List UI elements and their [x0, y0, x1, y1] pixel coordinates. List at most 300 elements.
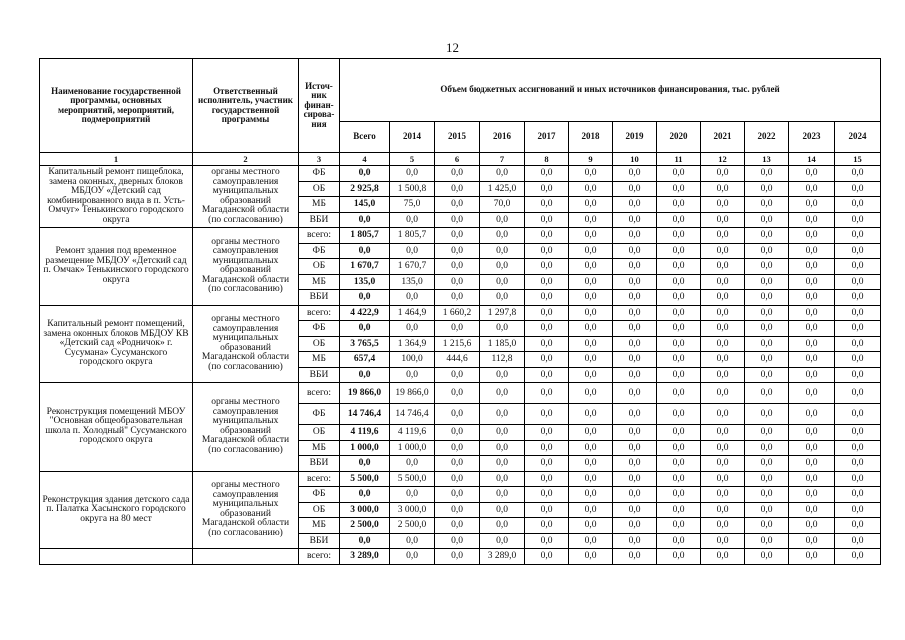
column-number: 13 — [745, 153, 789, 166]
year-cell: 0,0 — [835, 181, 881, 197]
year-cell: 0,0 — [789, 321, 835, 337]
header-year: 2018 — [569, 122, 613, 153]
year-cell: 0,0 — [613, 166, 657, 182]
year-cell: 0,0 — [569, 259, 613, 275]
year-cell: 0,0 — [525, 259, 569, 275]
year-cell: 0,0 — [435, 456, 480, 472]
year-cell: 0,0 — [569, 471, 613, 487]
year-cell: 0,0 — [435, 518, 480, 534]
year-cell: 0,0 — [569, 440, 613, 456]
year-cell: 0,0 — [657, 471, 701, 487]
year-cell: 0,0 — [480, 321, 525, 337]
year-cell: 0,0 — [701, 181, 745, 197]
year-cell: 0,0 — [657, 502, 701, 518]
year-cell: 0,0 — [745, 212, 789, 228]
year-cell: 0,0 — [701, 487, 745, 503]
year-cell: 0,0 — [569, 321, 613, 337]
column-number: 9 — [569, 153, 613, 166]
year-cell: 0,0 — [569, 533, 613, 549]
year-cell: 3 289,0 — [480, 549, 525, 565]
table-row — [40, 549, 881, 565]
year-cell: 0,0 — [701, 404, 745, 425]
year-cell: 0,0 — [435, 440, 480, 456]
year-cell: 0,0 — [745, 274, 789, 290]
funding-source: ОБ — [299, 259, 340, 275]
year-cell: 0,0 — [835, 367, 881, 383]
total-cell: 0,0 — [340, 290, 390, 306]
funding-source: всего: — [299, 305, 340, 321]
year-cell: 0,0 — [613, 305, 657, 321]
year-cell: 0,0 — [657, 212, 701, 228]
year-cell: 0,0 — [480, 259, 525, 275]
total-cell: 14 746,4 — [340, 404, 390, 425]
header-executor: Ответственный исполнитель, участник государственной программы — [193, 59, 299, 153]
year-cell: 0,0 — [657, 425, 701, 441]
year-cell: 0,0 — [613, 425, 657, 441]
year-cell: 0,0 — [480, 166, 525, 182]
total-cell: 5 500,0 — [340, 471, 390, 487]
year-cell: 0,0 — [789, 352, 835, 368]
year-cell: 444,6 — [435, 352, 480, 368]
year-cell: 0,0 — [480, 274, 525, 290]
year-cell: 0,0 — [745, 383, 789, 404]
year-cell: 0,0 — [701, 259, 745, 275]
year-cell: 0,0 — [657, 305, 701, 321]
year-cell: 0,0 — [480, 212, 525, 228]
year-cell: 0,0 — [569, 352, 613, 368]
year-cell: 0,0 — [435, 212, 480, 228]
funding-source: ФБ — [299, 166, 340, 182]
total-cell: 4 119,6 — [340, 425, 390, 441]
funding-source: ОБ — [299, 502, 340, 518]
header-volume: Объем бюджетных ассигнований и иных источников финансирования, тыс. рублей — [340, 59, 881, 122]
total-cell: 0,0 — [340, 487, 390, 503]
year-cell: 0,0 — [435, 533, 480, 549]
year-cell: 0,0 — [835, 518, 881, 534]
year-cell: 112,8 — [480, 352, 525, 368]
year-cell: 0,0 — [657, 383, 701, 404]
year-cell: 0,0 — [613, 228, 657, 244]
funding-source: МБ — [299, 518, 340, 534]
year-cell: 0,0 — [789, 549, 835, 565]
header-name: Наименование государственной программы, основных мероприятий, мероприятий, подмероприятий — [40, 59, 193, 153]
year-cell: 0,0 — [745, 290, 789, 306]
total-cell: 3 289,0 — [340, 549, 390, 565]
year-cell: 0,0 — [701, 274, 745, 290]
year-cell: 0,0 — [835, 197, 881, 213]
year-cell: 0,0 — [701, 533, 745, 549]
year-cell: 0,0 — [569, 305, 613, 321]
year-cell: 0,0 — [835, 471, 881, 487]
year-cell: 0,0 — [745, 456, 789, 472]
header-year: 2024 — [835, 122, 881, 153]
year-cell: 0,0 — [480, 404, 525, 425]
funding-source: всего: — [299, 383, 340, 404]
total-cell: 19 866,0 — [340, 383, 390, 404]
header-year: 2016 — [480, 122, 525, 153]
year-cell: 0,0 — [390, 243, 435, 259]
year-cell: 0,0 — [435, 487, 480, 503]
year-cell: 1 670,7 — [390, 259, 435, 275]
year-cell: 0,0 — [789, 404, 835, 425]
column-number: 14 — [789, 153, 835, 166]
funding-source: ОБ — [299, 425, 340, 441]
header-year: 2014 — [390, 122, 435, 153]
table-row — [40, 166, 881, 182]
column-number: 12 — [701, 153, 745, 166]
year-cell: 0,0 — [480, 290, 525, 306]
year-cell: 0,0 — [480, 440, 525, 456]
year-cell: 1 425,0 — [480, 181, 525, 197]
column-number: 6 — [435, 153, 480, 166]
year-cell: 0,0 — [569, 518, 613, 534]
year-cell: 0,0 — [525, 228, 569, 244]
year-cell: 0,0 — [435, 383, 480, 404]
year-cell: 0,0 — [613, 290, 657, 306]
activity-name: Реконструкция помещений МБОУ "Основная общеобразовательная школа п. Холодный" Сусуманского городского округа — [40, 383, 193, 472]
table-row — [40, 228, 881, 244]
year-cell: 0,0 — [835, 305, 881, 321]
year-cell: 135,0 — [390, 274, 435, 290]
year-cell: 0,0 — [835, 487, 881, 503]
year-cell: 0,0 — [745, 487, 789, 503]
year-cell: 0,0 — [789, 228, 835, 244]
total-cell: 0,0 — [340, 321, 390, 337]
year-cell: 100,0 — [390, 352, 435, 368]
budget-table — [39, 58, 881, 565]
year-cell: 0,0 — [390, 533, 435, 549]
year-cell: 0,0 — [657, 274, 701, 290]
year-cell: 0,0 — [390, 212, 435, 228]
year-cell: 0,0 — [701, 166, 745, 182]
year-cell: 0,0 — [701, 383, 745, 404]
year-cell: 0,0 — [701, 321, 745, 337]
total-cell: 0,0 — [340, 243, 390, 259]
activity-name: Ремонт здания под временное размещение МБДОУ «Детский сад п. Омчак» Тенькинского городского округа — [40, 228, 193, 306]
funding-source: ОБ — [299, 336, 340, 352]
year-cell: 0,0 — [745, 197, 789, 213]
year-cell: 0,0 — [835, 383, 881, 404]
year-cell: 3 000,0 — [390, 502, 435, 518]
year-cell: 0,0 — [525, 212, 569, 228]
header-year: 2020 — [657, 122, 701, 153]
year-cell: 0,0 — [657, 518, 701, 534]
year-cell: 0,0 — [525, 383, 569, 404]
year-cell: 0,0 — [701, 243, 745, 259]
executor: органы местного самоуправления муниципальных образований Магаданской области (по согласованию) — [193, 471, 299, 549]
year-cell: 0,0 — [435, 243, 480, 259]
year-cell: 0,0 — [745, 549, 789, 565]
funding-source: всего: — [299, 549, 340, 565]
year-cell: 0,0 — [569, 212, 613, 228]
activity-name: Капитальный ремонт помещений, замена оконных блоков МБДОУ КВ «Детский сад «Родничок» г. Сусумана» Сусуманского городского округа — [40, 305, 193, 383]
year-cell: 14 746,4 — [390, 404, 435, 425]
year-cell: 0,0 — [657, 321, 701, 337]
header-year: 2017 — [525, 122, 569, 153]
header-year: 2019 — [613, 122, 657, 153]
funding-source: ФБ — [299, 487, 340, 503]
year-cell: 0,0 — [569, 181, 613, 197]
year-cell: 0,0 — [835, 290, 881, 306]
year-cell: 75,0 — [390, 197, 435, 213]
year-cell: 0,0 — [789, 502, 835, 518]
activity-name — [40, 549, 193, 565]
year-cell: 0,0 — [480, 425, 525, 441]
year-cell: 0,0 — [613, 440, 657, 456]
year-cell: 19 866,0 — [390, 383, 435, 404]
funding-source: ВБИ — [299, 212, 340, 228]
column-number: 3 — [299, 153, 340, 166]
year-cell: 0,0 — [657, 243, 701, 259]
funding-source: МБ — [299, 197, 340, 213]
year-cell: 0,0 — [835, 440, 881, 456]
year-cell: 0,0 — [569, 166, 613, 182]
total-cell: 657,4 — [340, 352, 390, 368]
funding-source: МБ — [299, 352, 340, 368]
year-cell: 0,0 — [525, 549, 569, 565]
year-cell: 0,0 — [390, 367, 435, 383]
year-cell: 0,0 — [480, 228, 525, 244]
year-cell: 0,0 — [657, 487, 701, 503]
year-cell: 0,0 — [525, 274, 569, 290]
year-cell: 0,0 — [745, 259, 789, 275]
year-cell: 0,0 — [480, 243, 525, 259]
column-number: 7 — [480, 153, 525, 166]
year-cell: 0,0 — [613, 471, 657, 487]
year-cell: 0,0 — [745, 518, 789, 534]
year-cell: 0,0 — [701, 471, 745, 487]
year-cell: 0,0 — [390, 321, 435, 337]
year-cell: 1 805,7 — [390, 228, 435, 244]
year-cell: 0,0 — [745, 440, 789, 456]
year-cell: 0,0 — [701, 197, 745, 213]
funding-source: ФБ — [299, 404, 340, 425]
executor — [193, 549, 299, 565]
year-cell: 0,0 — [569, 290, 613, 306]
year-cell: 0,0 — [657, 259, 701, 275]
year-cell: 0,0 — [701, 456, 745, 472]
year-cell: 0,0 — [701, 367, 745, 383]
year-cell: 2 500,0 — [390, 518, 435, 534]
year-cell: 0,0 — [789, 383, 835, 404]
year-cell: 0,0 — [745, 305, 789, 321]
year-cell: 0,0 — [745, 336, 789, 352]
year-cell: 0,0 — [613, 212, 657, 228]
total-cell: 0,0 — [340, 533, 390, 549]
year-cell: 1 297,8 — [480, 305, 525, 321]
year-cell: 0,0 — [569, 197, 613, 213]
year-cell: 0,0 — [480, 456, 525, 472]
year-cell: 0,0 — [745, 181, 789, 197]
year-cell: 0,0 — [789, 367, 835, 383]
year-cell: 0,0 — [390, 290, 435, 306]
year-cell: 0,0 — [789, 456, 835, 472]
page-number: 12 — [446, 40, 459, 55]
header-year: 2023 — [789, 122, 835, 153]
total-cell: 145,0 — [340, 197, 390, 213]
funding-source: МБ — [299, 440, 340, 456]
year-cell: 0,0 — [835, 321, 881, 337]
year-cell: 0,0 — [435, 549, 480, 565]
year-cell: 0,0 — [613, 487, 657, 503]
year-cell: 0,0 — [835, 212, 881, 228]
year-cell: 0,0 — [525, 290, 569, 306]
year-cell: 0,0 — [835, 404, 881, 425]
year-cell: 1 215,6 — [435, 336, 480, 352]
funding-source: ФБ — [299, 243, 340, 259]
year-cell: 0,0 — [701, 212, 745, 228]
year-cell: 0,0 — [657, 440, 701, 456]
year-cell: 0,0 — [390, 166, 435, 182]
year-cell: 0,0 — [525, 166, 569, 182]
year-cell: 0,0 — [789, 197, 835, 213]
total-cell: 135,0 — [340, 274, 390, 290]
funding-source: ФБ — [299, 321, 340, 337]
year-cell: 0,0 — [745, 404, 789, 425]
year-cell: 1 000,0 — [390, 440, 435, 456]
year-cell: 0,0 — [569, 404, 613, 425]
funding-source: ВБИ — [299, 290, 340, 306]
total-cell: 1 805,7 — [340, 228, 390, 244]
column-number: 2 — [193, 153, 299, 166]
year-cell: 0,0 — [657, 404, 701, 425]
year-cell: 0,0 — [745, 367, 789, 383]
year-cell: 0,0 — [435, 321, 480, 337]
header-row — [40, 59, 881, 122]
year-cell: 0,0 — [613, 456, 657, 472]
column-number: 10 — [613, 153, 657, 166]
year-cell: 0,0 — [435, 197, 480, 213]
year-cell: 0,0 — [435, 367, 480, 383]
year-cell: 0,0 — [613, 533, 657, 549]
year-cell: 0,0 — [480, 383, 525, 404]
year-cell: 0,0 — [789, 440, 835, 456]
table-row — [40, 305, 881, 321]
year-cell: 0,0 — [435, 166, 480, 182]
year-cell: 0,0 — [835, 425, 881, 441]
year-cell: 0,0 — [789, 181, 835, 197]
year-cell: 0,0 — [745, 243, 789, 259]
year-cell: 0,0 — [480, 502, 525, 518]
year-cell: 0,0 — [835, 352, 881, 368]
executor: органы местного самоуправления муниципальных образований Магаданской области (по согласованию) — [193, 305, 299, 383]
year-cell: 0,0 — [569, 336, 613, 352]
column-number: 5 — [390, 153, 435, 166]
year-cell: 0,0 — [789, 487, 835, 503]
year-cell: 0,0 — [435, 502, 480, 518]
column-number: 8 — [525, 153, 569, 166]
year-cell: 0,0 — [835, 228, 881, 244]
year-cell: 0,0 — [569, 487, 613, 503]
year-cell: 0,0 — [525, 404, 569, 425]
year-cell: 0,0 — [701, 290, 745, 306]
year-cell: 0,0 — [480, 533, 525, 549]
year-cell: 0,0 — [525, 425, 569, 441]
year-cell: 0,0 — [435, 404, 480, 425]
year-cell: 0,0 — [789, 290, 835, 306]
year-cell: 0,0 — [613, 352, 657, 368]
year-cell: 0,0 — [745, 166, 789, 182]
total-cell: 1 000,0 — [340, 440, 390, 456]
year-cell: 0,0 — [569, 502, 613, 518]
year-cell: 1 364,9 — [390, 336, 435, 352]
year-cell: 0,0 — [745, 352, 789, 368]
year-cell: 0,0 — [525, 440, 569, 456]
total-cell: 3 000,0 — [340, 502, 390, 518]
year-cell: 0,0 — [525, 321, 569, 337]
year-cell: 0,0 — [613, 274, 657, 290]
year-cell: 0,0 — [390, 487, 435, 503]
funding-source: всего: — [299, 471, 340, 487]
year-cell: 0,0 — [525, 367, 569, 383]
total-cell: 2 500,0 — [340, 518, 390, 534]
year-cell: 0,0 — [657, 290, 701, 306]
header-year: 2015 — [435, 122, 480, 153]
year-cell: 0,0 — [745, 425, 789, 441]
year-cell: 0,0 — [745, 502, 789, 518]
year-cell: 0,0 — [789, 471, 835, 487]
year-cell: 0,0 — [701, 549, 745, 565]
year-cell: 0,0 — [613, 367, 657, 383]
total-cell: 0,0 — [340, 166, 390, 182]
year-cell: 0,0 — [835, 259, 881, 275]
executor: органы местного самоуправления муниципальных образований Магаданской области (по согласованию) — [193, 228, 299, 306]
column-numbers-row — [40, 153, 881, 166]
year-cell: 0,0 — [525, 471, 569, 487]
year-cell: 0,0 — [835, 502, 881, 518]
year-cell: 0,0 — [657, 456, 701, 472]
year-cell: 0,0 — [789, 243, 835, 259]
header-source: Источ-ник финан-сирова-ния — [299, 59, 340, 153]
year-cell: 0,0 — [701, 502, 745, 518]
total-cell: 2 925,8 — [340, 181, 390, 197]
funding-source: всего: — [299, 228, 340, 244]
year-cell: 0,0 — [613, 383, 657, 404]
year-cell: 0,0 — [480, 487, 525, 503]
year-cell: 0,0 — [525, 502, 569, 518]
year-cell: 0,0 — [525, 456, 569, 472]
year-cell: 0,0 — [701, 336, 745, 352]
year-cell: 0,0 — [480, 471, 525, 487]
year-cell: 0,0 — [613, 549, 657, 565]
year-cell: 0,0 — [657, 533, 701, 549]
header-total: Всего — [340, 122, 390, 153]
activity-name: Капитальный ремонт пищеблока, замена оконных, дверных блоков МБДОУ «Детский сад комбинированного вида в п. Усть-Омчуг» Тенькинского городского округа — [40, 166, 193, 228]
year-cell: 0,0 — [525, 518, 569, 534]
year-cell: 0,0 — [789, 336, 835, 352]
year-cell: 0,0 — [435, 471, 480, 487]
year-cell: 0,0 — [435, 259, 480, 275]
table-row — [40, 471, 881, 487]
year-cell: 0,0 — [569, 456, 613, 472]
year-cell: 0,0 — [480, 367, 525, 383]
year-cell: 0,0 — [701, 518, 745, 534]
column-number: 4 — [340, 153, 390, 166]
year-cell: 0,0 — [569, 425, 613, 441]
year-cell: 0,0 — [835, 336, 881, 352]
year-cell: 0,0 — [789, 305, 835, 321]
total-cell: 1 670,7 — [340, 259, 390, 275]
column-number: 1 — [40, 153, 193, 166]
year-cell: 0,0 — [525, 305, 569, 321]
year-cell: 0,0 — [657, 352, 701, 368]
year-cell: 0,0 — [613, 321, 657, 337]
year-cell: 0,0 — [569, 274, 613, 290]
year-cell: 0,0 — [789, 425, 835, 441]
executor: органы местного самоуправления муниципальных образований Магаданской области (по согласованию) — [193, 166, 299, 228]
year-cell: 70,0 — [480, 197, 525, 213]
total-cell: 0,0 — [340, 212, 390, 228]
